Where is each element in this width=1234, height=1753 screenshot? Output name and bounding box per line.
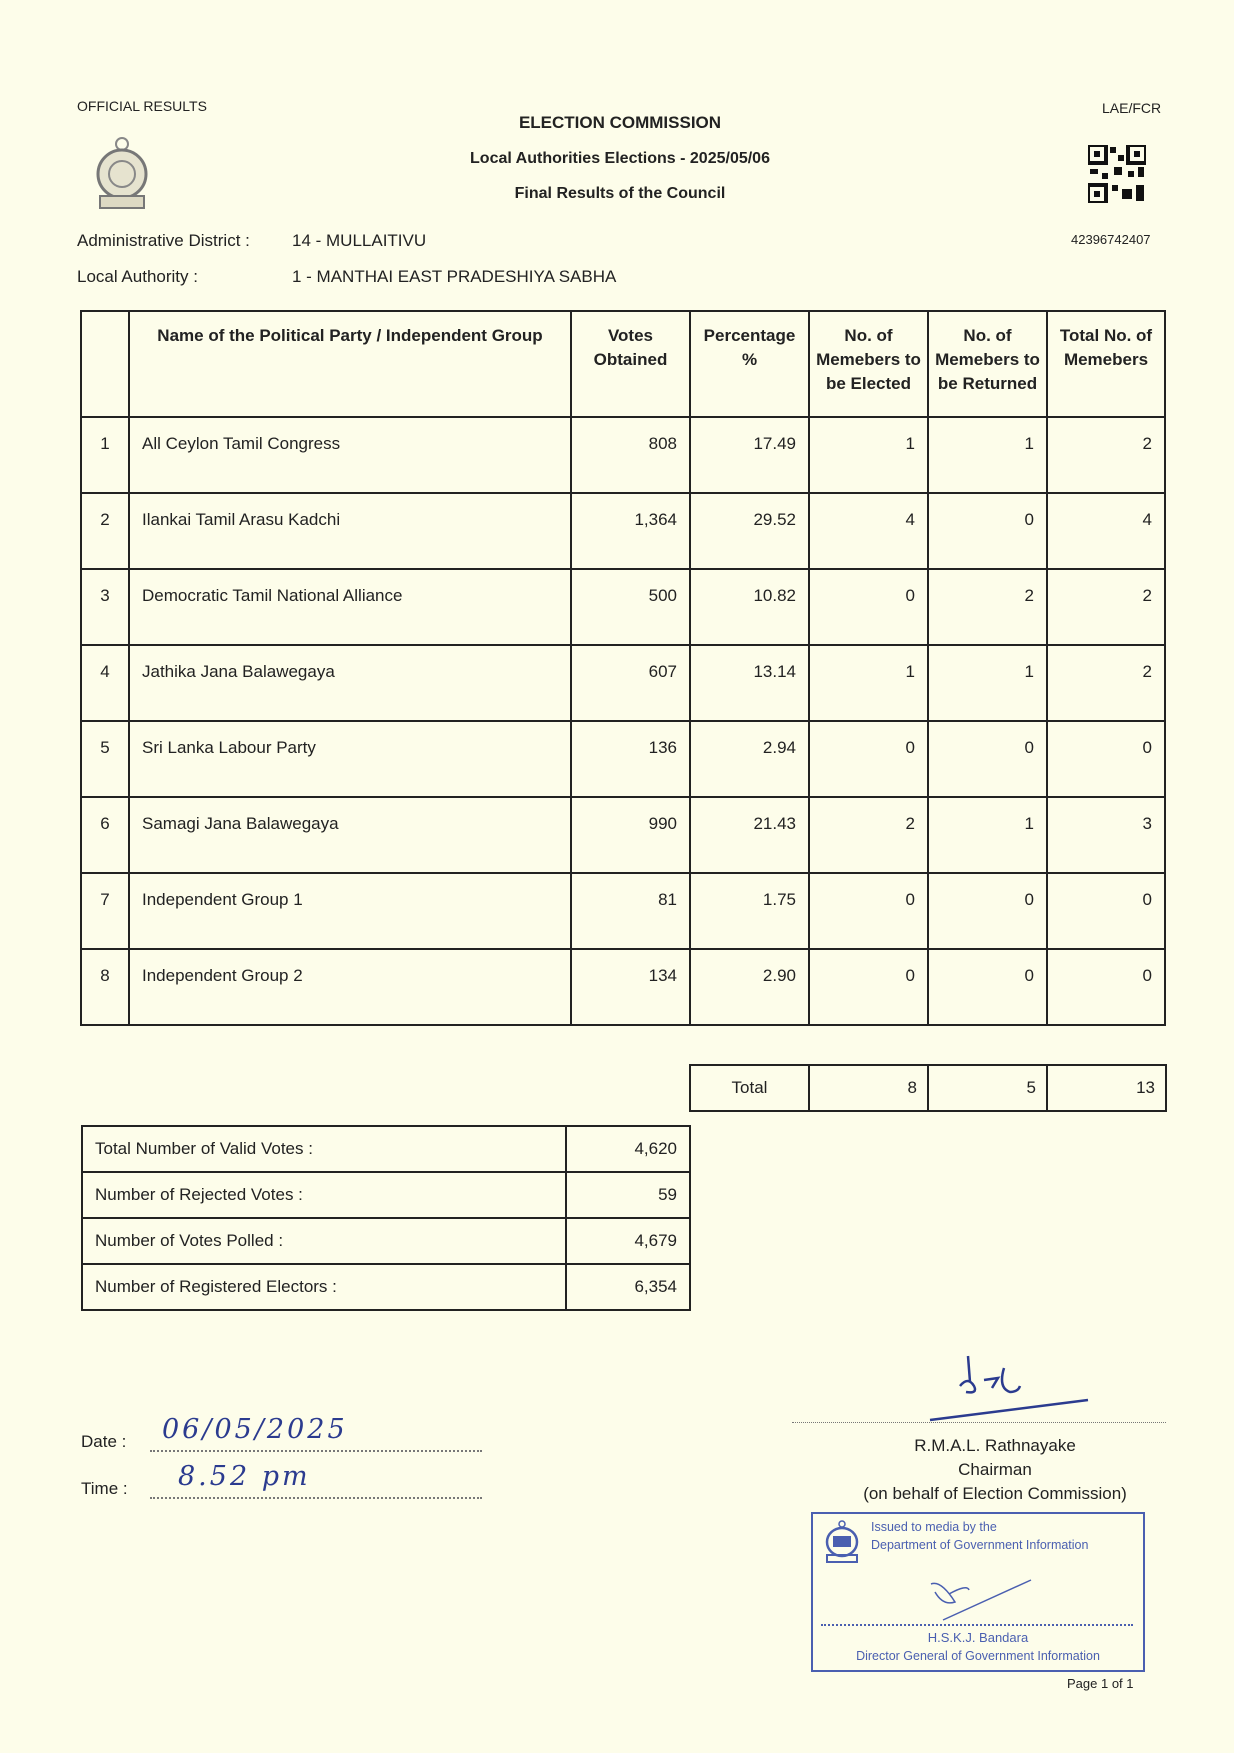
totals-table [689,1064,1167,1112]
summary-row [82,1126,690,1172]
summary-table [81,1125,691,1311]
form-code: LAE/FCR [1102,100,1162,116]
members-returned: 0 [928,949,1047,1025]
total-members: 2 [1047,645,1165,721]
members-elected: 2 [809,797,928,873]
table-row [81,797,1165,873]
summary-label: Number of Rejected Votes : [82,1172,566,1218]
time-value: 8.52 pm [178,1461,311,1492]
summary-value: 6,354 [566,1264,690,1310]
authority-label: Local Authority : [77,267,198,286]
votes-obtained: 136 [571,721,690,797]
members-returned: 1 [928,797,1047,873]
total-members: 2 [1047,417,1165,493]
stamp-dotted-line [821,1624,1133,1626]
percentage: 13.14 [690,645,809,721]
row-index: 6 [81,797,129,873]
percentage: 2.90 [690,949,809,1025]
row-index: 5 [81,721,129,797]
summary-value: 4,620 [566,1126,690,1172]
members-returned: 2 [928,569,1047,645]
totals-elected: 8 [809,1065,928,1111]
total-members: 0 [1047,873,1165,949]
totals-label: Total [690,1065,809,1111]
summary-row [82,1264,690,1310]
percentage: 2.94 [690,721,809,797]
party-name: Independent Group 1 [129,873,571,949]
total-members: 0 [1047,949,1165,1025]
document-number: 42396742407 [1071,232,1151,247]
votes-obtained: 990 [571,797,690,873]
emblem-icon [92,134,152,212]
stamp-name: H.S.K.J. Bandara [927,1630,1029,1645]
row-index: 3 [81,569,129,645]
percentage: 1.75 [690,873,809,949]
summary-value: 4,679 [566,1218,690,1264]
stamp-signature-icon [923,1576,1033,1622]
total-members: 2 [1047,569,1165,645]
table-row [81,417,1165,493]
header-elected: No. of Memebers to be Elected [809,311,928,417]
table-row [81,569,1165,645]
percentage: 29.52 [690,493,809,569]
date-line [150,1450,482,1452]
row-index: 1 [81,417,129,493]
votes-obtained: 808 [571,417,690,493]
district-label: Administrative District : [77,231,250,250]
row-index: 8 [81,949,129,1025]
row-index: 4 [81,645,129,721]
members-returned: 0 [928,721,1047,797]
party-name: All Ceylon Tamil Congress [129,417,571,493]
percentage: 10.82 [690,569,809,645]
summary-row [82,1172,690,1218]
members-elected: 0 [809,721,928,797]
members-returned: 0 [928,493,1047,569]
votes-obtained: 1,364 [571,493,690,569]
government-information-stamp [811,1512,1145,1672]
summary-value: 59 [566,1172,690,1218]
table-header-row [81,311,1165,417]
members-elected: 0 [809,949,928,1025]
votes-obtained: 81 [571,873,690,949]
signatory-name: R.M.A.L. Rathnayake [914,1436,1076,1455]
table-row [81,721,1165,797]
date-label: Date : [81,1432,127,1451]
signature-line [792,1422,1166,1423]
org-title: ELECTION COMMISSION [518,113,722,132]
header-percentage: Percentage % [690,311,809,417]
percentage: 17.49 [690,417,809,493]
header-returned: No. of Memebers to be Returned [928,311,1047,417]
party-name: Samagi Jana Balawegaya [129,797,571,873]
header-party: Name of the Political Party / Independent Group [129,311,571,417]
results-table [80,310,1166,1026]
header-votes: Votes Obtained [571,311,690,417]
summary-row [82,1218,690,1264]
header-index [81,311,129,417]
totals-total: 13 [1047,1065,1166,1111]
signatory-title: Chairman [958,1460,1032,1479]
members-elected: 4 [809,493,928,569]
signature-icon [920,1352,1100,1422]
stamp-line-2: Department of Government Information [871,1538,1089,1552]
row-index: 2 [81,493,129,569]
header-total: Total No. of Memebers [1047,311,1165,417]
qr-code-icon [1088,145,1146,203]
summary-label: Total Number of Valid Votes : [82,1126,566,1172]
district-value: 14 - MULLAITIVU [292,231,427,250]
authority-value: 1 - MANTHAI EAST PRADESHIYA SABHA [292,267,617,286]
page-title: Final Results of the Council [514,185,726,202]
table-row [81,645,1165,721]
totals-returned: 5 [928,1065,1047,1111]
signatory-block [780,1436,1210,1508]
official-results-label: OFFICIAL RESULTS [77,98,207,114]
members-returned: 1 [928,417,1047,493]
party-name: Sri Lanka Labour Party [129,721,571,797]
members-returned: 1 [928,645,1047,721]
party-name: Jathika Jana Balawegaya [129,645,571,721]
stamp-emblem-icon [823,1520,861,1564]
party-name: Ilankai Tamil Arasu Kadchi [129,493,571,569]
table-row [81,493,1165,569]
votes-obtained: 134 [571,949,690,1025]
votes-obtained: 607 [571,645,690,721]
members-elected: 1 [809,417,928,493]
table-row [81,873,1165,949]
members-elected: 0 [809,569,928,645]
members-elected: 0 [809,873,928,949]
date-value: 06/05/2025 [162,1414,348,1445]
time-label: Time : [81,1479,128,1498]
votes-obtained: 500 [571,569,690,645]
party-name: Independent Group 2 [129,949,571,1025]
signatory-note: (on behalf of Election Commission) [863,1484,1127,1503]
stamp-line-1: Issued to media by the [871,1520,997,1534]
time-line [150,1497,482,1499]
total-members: 0 [1047,721,1165,797]
stamp-title: Director General of Government Information [856,1649,1100,1663]
party-name: Democratic Tamil National Alliance [129,569,571,645]
election-title: Local Authorities Elections - 2025/05/06 [470,150,770,167]
percentage: 21.43 [690,797,809,873]
summary-label: Number of Registered Electors : [82,1264,566,1310]
totals-row [690,1065,1166,1111]
summary-label: Number of Votes Polled : [82,1218,566,1264]
total-members: 3 [1047,797,1165,873]
members-elected: 1 [809,645,928,721]
row-index: 7 [81,873,129,949]
members-returned: 0 [928,873,1047,949]
table-row [81,949,1165,1025]
total-members: 4 [1047,493,1165,569]
page-indicator: Page 1 of 1 [1067,1676,1134,1691]
